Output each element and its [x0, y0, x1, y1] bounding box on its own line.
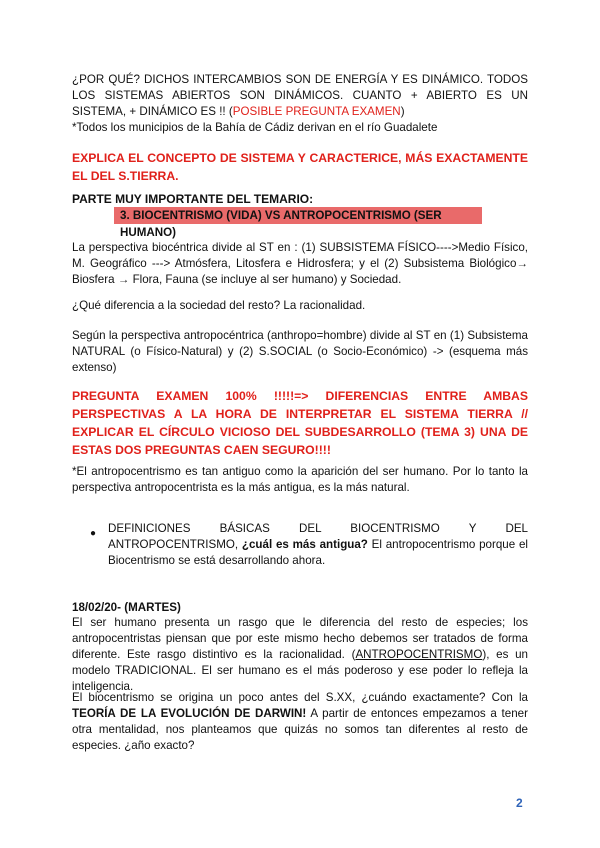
- darwin-bold: TEORÍA DE LA EVOLUCIÓN DE DARWIN!: [72, 707, 307, 720]
- paragraph-footnote: *Todos los municipios de la Bahía de Cádiz derivan en el río Guadalete: [72, 121, 438, 134]
- exam-question-system: EXPLICA EL CONCEPTO DE SISTEMA Y CARACTERICE, MÁS EXACTAMENTE EL DEL S.TIERRA.: [72, 151, 528, 183]
- exam-note: POSIBLE PREGUNTA EXAMEN: [232, 105, 401, 118]
- bullet-dot-icon: ●: [90, 528, 97, 539]
- paragraph-anthropocentric: Según la perspectiva antropocéntrica (anthropo=hombre) divide al ST en (1) Subsistema NATURAL (o Físico-Natural) y (2) S.SOCIAL (o Socio-Económico) -> (esquema más extenso): [72, 329, 528, 374]
- paragraph-darwin: [72, 690, 528, 754]
- paragraph-human-trait: [72, 615, 528, 695]
- trait-text: El ser humano presenta un rasgo que le diferencia del resto de especies; los antropocentristas piensan que por este mismo hecho debemos ser tratados de forma diferente. Este rasgo distintivo es la racionalidad. (: [72, 616, 528, 661]
- bullet-item: [108, 521, 528, 569]
- paragraph-intro: [72, 72, 528, 120]
- bullet-text-end: El antropocentrismo porque el Biocentrismo se está desarrollando ahora.: [108, 538, 528, 567]
- trait-text-end: ), es un modelo TRADICIONAL. El ser humano es el más poderoso y ese poder lo refleja la inteligencia.: [72, 648, 528, 693]
- intro-close: ): [400, 105, 405, 118]
- paragraph-antiquity: *El antropocentrismo es tan antiguo como la aparición del ser humano. Por lo tanto la perspectiva antropocentrista es la más antigua, es la más natural.: [72, 465, 528, 494]
- section-heading: PARTE MUY IMPORTANTE DEL TEMARIO:: [72, 192, 314, 206]
- darwin-text: El biocentrismo se origina un poco antes del S.XX, ¿cuándo exactamente? Con la: [72, 691, 528, 704]
- paragraph-question: ¿Qué diferencia a la sociedad del resto? La racionalidad.: [72, 299, 366, 312]
- paragraph-biocentric: La perspectiva biocéntrica divide al ST en : (1) SUBSISTEMA FÍSICO---->Medio Físico, M. Geográfico ---> Atmósfera, Litosfera e Hidrosfera; y el (2) Subsistema Biológico→ Biosfera → Flora, Fauna (se incluye al ser humano) y Sociedad.: [72, 241, 528, 286]
- date-heading: 18/02/20- (MARTES): [72, 601, 181, 614]
- bullet-bold: ¿cuál es más antigua?: [241, 538, 368, 551]
- darwin-text-end: A partir de entonces empezamos a tener otra mentalidad, nos planteamos que quizás no somos tan diferentes al resto de especies. ¿año exacto?: [72, 707, 528, 752]
- page-number: 2: [516, 796, 523, 810]
- bullet-text: DEFINICIONES BÁSICAS DEL BIOCENTRISMO Y DEL ANTROPOCENTRISMO,: [108, 522, 528, 551]
- intro-text: ¿POR QUÉ? DICHOS INTERCAMBIOS SON DE ENERGÍA Y ES DINÁMICO. TODOS LOS SISTEMAS ABIERTOS SON DINÁMICOS. CUANTO + ABIERTO ES UN SISTEMA, + DINÁMICO ES !! (: [72, 73, 528, 118]
- exam-question-perspectives: PREGUNTA EXAMEN 100% !!!!!=> DIFERENCIAS ENTRE AMBAS PERSPECTIVAS A LA HORA DE INTERPRETAR EL SISTEMA TIERRA // EXPLICAR EL CÍRCULO VICIOSO DEL SUBDESARROLLO (TEMA 3) UNA DE ESTAS DOS PREGUNTAS CAEN SEGURO!!!!: [72, 389, 528, 457]
- underlined-term: ANTROPOCENTRISMO: [355, 648, 483, 661]
- highlighted-title: 3. BIOCENTRISMO (VIDA) VS ANTROPOCENTRISMO (SER HUMANO): [114, 207, 482, 224]
